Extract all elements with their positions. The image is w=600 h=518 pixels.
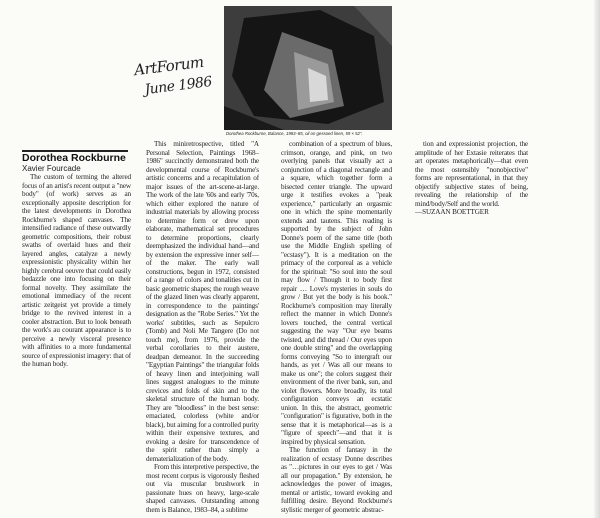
text-column-3 [281,140,392,518]
article-gallery: Xavier Fourcade [22,164,81,173]
article-title: Dorothea Rockburne [22,152,126,164]
painting-photo [224,6,392,130]
paragraph: The function of fantasy in the realization of ecstasy Donne describes as "…pictures in our eyes to get / Was all our propagation." By extension, he acknowledges the power of images, mental or artistic, toward evoking and fulfilling desire. Beyond Rockburne's stylistic merger of geometric abstrac- [281,446,392,514]
abstract-geometric-painting-image [224,6,392,130]
paragraph: This miniretrospective, titled "A Personal Selection, Paintings 1968–1986" succinctly demonstrated both the developmental course of Rockburne's artistic concerns and a recapitulation of major issues of the art-scene-at-large. The work of the late '60s and early '70s, which either explored the nature of industrial materials by allowing process to determine form or drew upon elaborate, mathematical set procedures to determine proportions, clearly deemphasized the individual hand—and by extension the expressive inner self—of the maker. The early wall constructions, begun in 1972, consisted of a range of colors and tonalities cut in basic geometric shapes; the rough weave of the glazed linen was clearly apparent, in correspondence to the paintings' designation as the "Robe Series." Yet the works' subtitles, such as Sepulcro (Tomb) and Noli Me Tangere (Do not touch me), from 1976, provide the verbal corollaries to their austere, deadpan demeanor. In the succeeding "Egyptian Paintings" the triangular folds of heavy linen and interjoining wall lines suggest analogues to the minute crevices and folds of skin and to the skeletal structure of the human body. They are "bloodless" in the best sense: emaciated, colorless (white and/or black), but aiming for a controlled purity within their expensive textures, and evoking a desire for transcendence of the spirit rather than simply a dematerialization of the body. [146,140,259,463]
paragraph: From this interpretive perspective, the most recent corpus is vigorously fleshed out via muscular brushwork in passionate hues on heavy, large-scale shaped canvases. Outstanding among them is Balance, 1983–84, a sublime [146,463,259,514]
paragraph: combination of a spectrum of blues, crimson, orange, and pink, on two overlying panels that visually act a conjunction of a diagonal rectangle and a square, which together form a bisected center triangle. The upward urge it testifies evokes a "peak experience," particularly an orgasmic one in which the spine momentarily extends and tautens. This reading is supported by the subject of John Donne's poem of the same title (both use the Middle English spelling of "ecstasy"). It is a meditation on the primacy of the corporeal as a vehicle for the spiritual: "So soul into the soul may flow / Though it to body first repair … Love's mysteries in souls do grow / But yet the body is his book." Rockburne's composition may literally reflect the manner in which Donne's lovers touched, the central vertical suggesting the way "Our eye beams twisted, and did thread / Our eyes upon one double string" and the overlapping forms conveying "So to intergraft our hands, as yet / Was all our means to make us one"; the colors suggest their environment of the river bank, sun, and violet flowers. More broadly, its total configuration conveys an ecstatic union. In this, the abstract, geometric "configuration" is figurative, both in the sense that it is metaphorical—as is a "figure of speech"—and that it is inspired by physical sensation. [281,140,392,446]
photo-caption: Dorothea Rockburne, Balance, 1983–85, oil on gessoed linen, 59 × 52". [226,131,363,136]
paragraph: tion and expressionist projection, the amplitude of her Extasie reiterates that art operates metaphorically—that even the most ostensibly "nonobjective" forms are representational, in that they objectify subjective states of being, revealing the relationship of the mind/body/Self and the world. [415,140,528,208]
text-column-4 [415,140,528,220]
handwritten-publication: ArtForum [133,52,205,80]
paragraph: The custom of terming the altered focus of an artist's recent output a "new body" (of work) serves as an exceptionally apposite description for the latest developments in Dorothea Rockburne's shaped canvases. The intensified radiance of these outwardly geometric compositions, their robust swaths of overlaid hues and their layered angles, catalyze a newly expressionistic physicality within her highly cerebral oeuvre that could easily bedazzle one into focusing on their formal novelty. They assimilate the emotional immediacy of the recent artistic zeitgeist yet provide a timely bridge to the revived interest in a cooler abstraction. But to look beneath the work's au courant appearance is to perceive a newly visceral presence with affinities to a more fundamental source of expressionist imagery: that of the human body. [22,173,131,368]
reviewer-signoff: —SUZAAN BOETTGER [415,208,489,216]
text-column-2 [146,140,259,518]
handwritten-date: June 1986 [143,73,213,99]
handwritten-note [127,46,230,117]
text-column-1 [22,173,131,473]
page-edge [594,0,600,518]
